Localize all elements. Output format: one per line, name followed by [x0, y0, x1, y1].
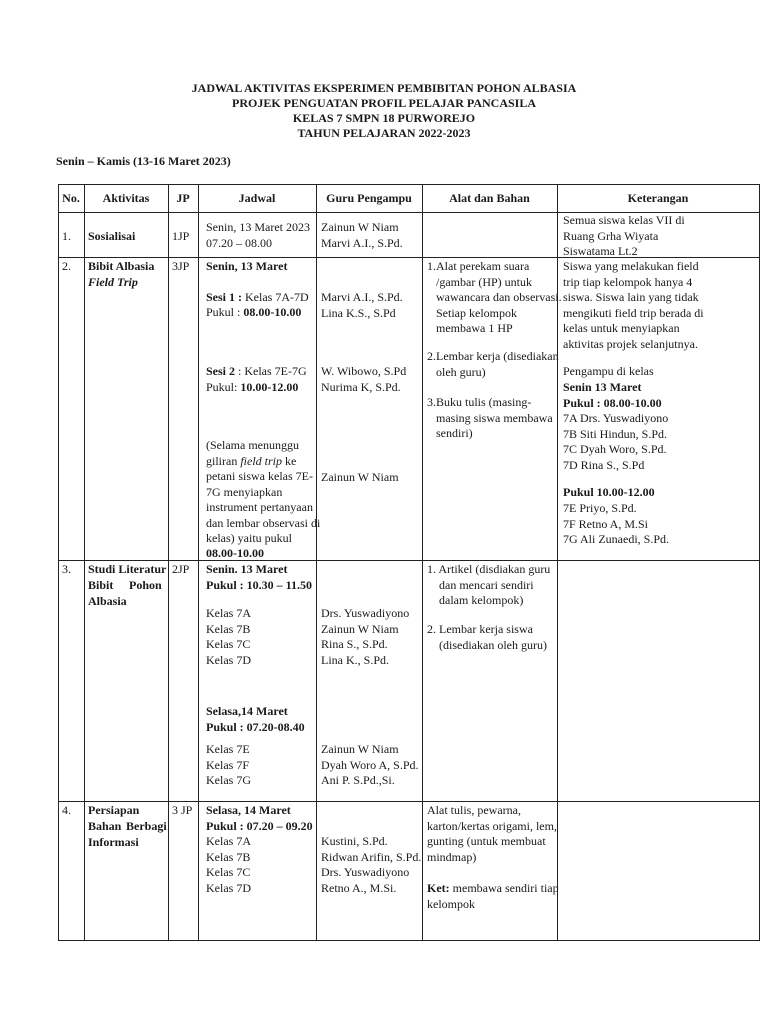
grid-line: [316, 184, 317, 940]
doc-title-line4: TAHUN PELAJARAN 2022-2023: [297, 126, 471, 140]
note-fieldtrip: field trip: [240, 454, 282, 468]
row4-guru: Kustini, S.Pd. Ridwan Arifin, S.Pd. Drs. Yuswadiyono Retno A., M.Si.: [321, 834, 422, 895]
row4-aktivitas-line2b: Berbagi: [126, 819, 167, 833]
grid-line: [58, 184, 760, 185]
row3-aktivitas-line1: Studi Literatur: [88, 562, 167, 576]
row2-guru-sesi1: Marvi A.I., S.Pd. Lina K.S., S.Pd: [321, 290, 403, 320]
row3-no: 3.: [62, 562, 71, 576]
row3-aktivitas-line2a: Bibit: [88, 578, 114, 592]
note-text: giliran: [206, 454, 241, 468]
sesi1-label: Sesi 1 :: [206, 290, 242, 304]
row2-jadwal-heading: Senin, 13 Maret: [206, 259, 288, 273]
grid-line: [759, 184, 760, 940]
row2-ket-kelas-sesi1: 7A Drs. Yuswadiyono 7B Siti Hindun, S.Pd. 7C Dyah Woro, S.Pd. 7D Rina S., S.Pd: [563, 411, 669, 472]
row3-aktivitas-line2b: Pohon: [129, 578, 162, 592]
row2-guru-kelas: Zainun W Niam: [321, 470, 399, 484]
row2-jp: 3JP: [172, 259, 190, 273]
grid-line: [58, 184, 59, 940]
grid-line: [84, 184, 85, 940]
row3-kelas-selasa: Kelas 7E Kelas 7F Kelas 7G: [206, 742, 251, 788]
row2-alat-3: 3.Buku tulis (masing- masing siswa membawa sendiri): [427, 395, 553, 441]
doc-title-line3: KELAS 7 SMPN 18 PURWOREJO: [292, 111, 476, 125]
row1-jp: 1JP: [172, 229, 190, 243]
col-header-jp: JP: [176, 191, 190, 205]
row2-sesi1: [206, 290, 309, 306]
row1-guru: Zainun W Niam Marvi A.I., S.Pd.: [321, 220, 403, 250]
row3-kelas-senin: Kelas 7A Kelas 7B Kelas 7C Kelas 7D: [206, 606, 251, 667]
sesi1-pukul: 08.00-10.00: [243, 305, 302, 319]
grid-line: [58, 801, 760, 802]
row2-no: 2.: [62, 259, 71, 273]
ket-label: Ket:: [427, 881, 450, 895]
row2-note-line1: (Selama menunggu: [206, 438, 299, 452]
row2-note-line2: [206, 454, 296, 470]
row4-no: 4.: [62, 803, 71, 817]
row2-alat-1: 1.Alat perekam suara /gambar (HP) untuk wawancara dan observasi. Setiap kelompok membawa 1 HP: [427, 259, 562, 336]
row2-sesi2: [206, 364, 307, 380]
row3-jp: 2JP: [172, 562, 190, 576]
row4-kelas: Kelas 7A Kelas 7B Kelas 7C Kelas 7D: [206, 834, 251, 895]
grid-line: [58, 560, 760, 561]
date-range-subtitle: Senin – Kamis (13-16 Maret 2023): [56, 154, 231, 168]
row4-aktivitas-line3: Informasi: [88, 835, 139, 849]
row4-aktivitas-line2a: Bahan: [88, 819, 122, 833]
ket-text: membawa sendiri tiap kelompok: [427, 881, 559, 911]
row4-alat-ket: [427, 881, 559, 912]
row4-alat: Alat tulis, pewarna, karton/kertas origami, lem, gunting (untuk membuat mindmap): [427, 803, 557, 864]
col-header-no: No.: [62, 191, 80, 205]
row2-ket-pukul2: Pukul 10.00-12.00: [563, 485, 655, 499]
sesi2-pukul-label: Pukul:: [206, 380, 241, 394]
col-header-jadwal: Jadwal: [238, 191, 276, 205]
row3-guru-senin: Drs. Yuswadiyono Zainun W Niam Rina S., S.Pd. Lina K., S.Pd.: [321, 606, 410, 667]
row4-jadwal: Selasa, 14 Maret Pukul : 07.20 – 09.20: [206, 803, 313, 833]
col-header-aktivitas: Aktivitas: [102, 191, 150, 205]
row3-alat-1: 1. Artikel (disdiakan guru dan mencari sendiri dalam kelompok): [427, 562, 551, 608]
sesi2-pukul: 10.00-12.00: [240, 380, 299, 394]
col-header-keterangan: Keterangan: [627, 191, 689, 205]
row2-ket-kelas-sesi2: 7E Priyo, S.Pd. 7F Retno A, M.Si 7G Ali Zunaedi, S.Pd.: [563, 501, 670, 547]
row2-note-body: petani siswa kelas 7E- 7G menyiapkan instrument pertanyaan dan lembar observasi di kelas) yaitu pukul: [206, 469, 321, 546]
sesi2-label: Sesi 2: [206, 364, 236, 378]
row2-alat-2: 2.Lembar kerja (disediakan oleh guru): [427, 349, 559, 379]
row2-ket-senin: Senin 13 Maret Pukul : 08.00-10.00: [563, 380, 662, 410]
row3-jadwal-selasa: Selasa,14 Maret Pukul : 07.20-08.40: [206, 704, 305, 734]
col-header-guru: Guru Pengampu: [326, 191, 412, 205]
row1-keterangan: Semua siswa kelas VII di Ruang Grha Wiyata Siswatama Lt.2: [563, 213, 685, 259]
row1-aktivitas: Sosialisai: [88, 229, 136, 243]
row2-ket-pengampu: Pengampu di kelas: [563, 364, 654, 378]
row2-ket-fieldtrip: Siswa yang melakukan field trip tiap kelompok hanya 4 siswa. Siswa lain yang tidak mengikuti field trip berada di kelas untuk menyiapkan aktivitas projek selanjutnya.: [563, 259, 704, 351]
row2-sesi2-time: [206, 380, 298, 396]
row3-jadwal-senin: Senin. 13 Maret Pukul : 10.30 – 11.50: [206, 562, 313, 592]
row1-no: 1.: [62, 229, 71, 243]
sesi2-kelas: : Kelas 7E-7G: [235, 364, 307, 378]
row2-guru-sesi2: W. Wibowo, S.Pd Nurima K, S.Pd.: [321, 364, 407, 394]
sesi1-kelas: Kelas 7A-7D: [242, 290, 309, 304]
sesi1-pukul-label: Pukul :: [206, 305, 244, 319]
row2-sesi1-time: [206, 305, 301, 321]
row3-aktivitas-line3: Albasia: [88, 594, 127, 608]
grid-line: [422, 184, 423, 940]
doc-title-line2: PROJEK PENGUATAN PROFIL PELAJAR PANCASILA: [231, 96, 536, 110]
grid-line: [168, 184, 169, 940]
row1-jadwal: Senin, 13 Maret 2023 07.20 – 08.00: [206, 220, 310, 250]
row4-aktivitas-line1: Persiapan: [88, 803, 140, 817]
row3-guru-selasa: Zainun W Niam Dyah Woro A, S.Pd. Ani P. S.Pd.,Si.: [321, 742, 419, 788]
doc-title-line1: JADWAL AKTIVITAS EKSPERIMEN PEMBIBITAN POHON ALBASIA: [191, 81, 577, 95]
col-header-alat: Alat dan Bahan: [449, 191, 530, 205]
row2-aktivitas: Bibit Albasia: [88, 259, 155, 273]
note-text: ke: [282, 454, 297, 468]
row2-aktivitas-sub: Field Trip: [88, 275, 138, 289]
row3-alat-2: 2. Lembar kerja siswa (disediakan oleh guru): [427, 622, 547, 652]
row4-jp: 3 JP: [172, 803, 193, 817]
grid-line: [58, 940, 760, 941]
grid-line: [198, 184, 199, 940]
row2-note-time: 08.00-10.00: [206, 546, 264, 560]
